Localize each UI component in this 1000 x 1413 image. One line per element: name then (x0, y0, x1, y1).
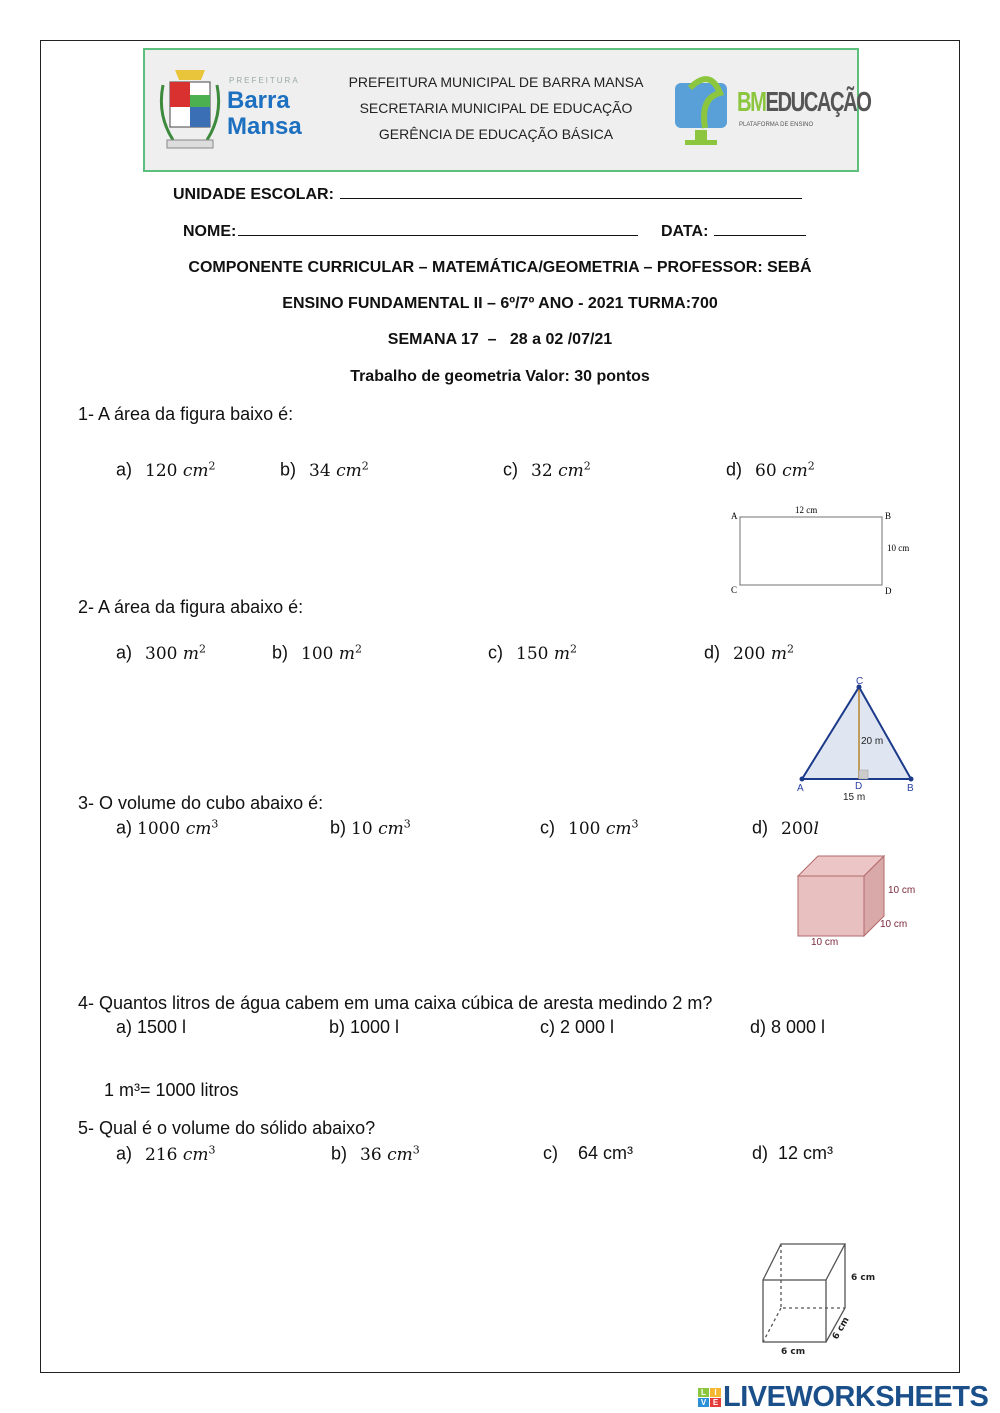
option-text: c) 2 000 l (540, 1017, 615, 1037)
live-badge-icon (698, 1388, 721, 1407)
question-4: 4- Quantos litros de água cabem em uma caixa cúbica de aresta medindo 2 m? (78, 993, 713, 1013)
option-unit: cm (336, 460, 362, 481)
answer-option[interactable] (750, 1017, 825, 1038)
school-field[interactable] (173, 186, 802, 204)
logo-prefeitura-text: PREFEITURA (229, 76, 300, 85)
option-exponent: 2 (355, 642, 363, 655)
width-label: 10 cm (811, 937, 839, 948)
cube-figure (790, 850, 925, 950)
conversion-note: 1 m³= 1000 litros (104, 1080, 239, 1100)
answer-option[interactable] (543, 1143, 633, 1164)
option-unit: m (553, 643, 570, 664)
option-value: 36 (360, 1144, 382, 1165)
header-banner (143, 48, 871, 172)
option-unit: cm (378, 818, 404, 839)
option-unit: cm (387, 1144, 413, 1165)
option-letter: a) (116, 817, 133, 838)
option-unit: cm (558, 460, 584, 481)
option-letter: c) (540, 817, 555, 838)
answer-option[interactable] (704, 642, 794, 664)
school-label: UNIDADE ESCOLAR: (173, 186, 334, 203)
option-unit: m (182, 643, 200, 664)
answer-option[interactable] (116, 1143, 216, 1165)
vertex-a: A (797, 783, 804, 794)
option-value: 60 (755, 460, 777, 481)
option-text: d) 12 cm³ (752, 1143, 834, 1163)
option-unit: cm (782, 460, 808, 481)
option-letter: a) (116, 1143, 133, 1164)
option-letter: d) (752, 817, 769, 838)
question-5: 5- Qual é o volume do sólido abaixo? (78, 1118, 376, 1138)
option-exponent: 2 (787, 642, 795, 655)
logo-barra-mansa (227, 88, 302, 140)
option-value: 10 (351, 818, 373, 839)
date-field[interactable] (661, 223, 806, 241)
answer-option[interactable] (330, 817, 411, 839)
option-exponent: 3 (631, 817, 639, 830)
answer-option[interactable] (116, 1017, 186, 1038)
answer-option[interactable] (726, 459, 815, 481)
option-exponent: 2 (208, 459, 216, 472)
option-value: 120 (145, 460, 178, 481)
option-unit: cm (185, 818, 212, 839)
option-letter: b) (330, 817, 347, 838)
header-line-1: PREFEITURA MUNICIPAL DE BARRA MANSA (348, 74, 644, 90)
option-value: 216 (145, 1144, 178, 1165)
option-unit: m (338, 643, 356, 664)
option-exponent: 2 (570, 642, 577, 655)
option-text: b) 1000 l (329, 1017, 400, 1037)
base-label: 15 m (843, 792, 866, 803)
answer-option[interactable] (331, 1143, 420, 1165)
option-value: 32 (531, 460, 553, 481)
date-label: DATA: (661, 223, 709, 240)
bm-text: BM (737, 86, 766, 117)
option-value: 34 (309, 460, 331, 481)
option-unit: cm (182, 1144, 209, 1165)
rectangle-figure (725, 505, 925, 600)
width-label: 6 cm (781, 1347, 806, 1357)
option-letter: c) (488, 642, 503, 663)
option-value: 1000 (137, 818, 181, 839)
answer-option[interactable] (116, 642, 206, 664)
triangle-figure (790, 672, 925, 804)
badge-l: L (698, 1388, 709, 1397)
answer-option[interactable] (116, 459, 216, 481)
week-info: SEMANA 17 – 28 a 02 /07/21 (387, 331, 613, 348)
option-exponent: 2 (807, 459, 815, 472)
school-level: ENSINO FUNDAMENTAL II – 6º/7º ANO - 2021 TURMA:700 (282, 295, 718, 312)
vertex-a: A (731, 511, 738, 521)
height-label: 20 m (861, 736, 884, 747)
option-unit: cm (605, 818, 632, 839)
option-exponent: 3 (412, 1143, 420, 1156)
badge-v: V (698, 1398, 709, 1407)
vertex-d: D (855, 781, 863, 792)
height-label: 6 cm (851, 1273, 876, 1283)
option-letter: a) (116, 642, 133, 663)
option-exponent: 2 (199, 642, 207, 655)
answer-option[interactable] (540, 817, 639, 839)
question-3: 3- O volume do cubo abaixo é: (78, 793, 324, 813)
answer-option[interactable] (116, 817, 218, 839)
option-letter: d) (704, 642, 721, 663)
width-label: 12 cm (795, 505, 818, 515)
answer-option[interactable] (540, 1017, 614, 1038)
cuboid-figure (745, 1232, 895, 1357)
assignment-title: Trabalho de geometria Valor: 30 pontos (350, 368, 650, 385)
vertex-b: B (907, 783, 914, 794)
option-letter: b) (331, 1143, 348, 1164)
bm-subtitle: PLATAFORMA DE ENSINO (739, 122, 814, 128)
answer-option[interactable] (329, 1017, 399, 1038)
answer-option[interactable] (503, 459, 591, 481)
option-value: 100 (301, 643, 334, 664)
height-label: 10 cm (888, 885, 916, 896)
answer-option[interactable] (488, 642, 577, 664)
name-label: NOME: (183, 223, 237, 240)
badge-i: I (710, 1388, 721, 1397)
depth-label: 6 cm (830, 1315, 852, 1342)
vertex-c: C (856, 676, 864, 687)
liveworksheets-logo (698, 1381, 988, 1413)
option-letter: d) (726, 459, 743, 480)
option-value: 200 (733, 643, 766, 664)
option-exponent: 3 (208, 1143, 216, 1156)
badge-e: E (710, 1398, 721, 1407)
depth-label: 10 cm (880, 919, 908, 930)
option-value: 150 (516, 643, 549, 664)
answer-option[interactable] (272, 642, 362, 664)
bm-educacao-logo-icon (670, 68, 735, 153)
header-line-2: SECRETARIA MUNICIPAL DE EDUCAÇÃO (359, 100, 633, 116)
liveworksheets-brand: LIVEWORKSHEETS (723, 1381, 989, 1413)
option-unit: cm (182, 460, 209, 481)
option-value: 100 (568, 818, 601, 839)
city-coat-of-arms-icon (155, 60, 225, 155)
option-exponent: 2 (361, 459, 369, 472)
header-line-3: GERÊNCIA DE EDUCAÇÃO BÁSICA (378, 126, 614, 142)
option-text: a) 1500 l (116, 1017, 187, 1037)
option-unit: l (813, 818, 819, 839)
name-field[interactable] (183, 223, 638, 241)
option-unit: m (770, 643, 788, 664)
logo-line1: Barra (227, 87, 290, 114)
logo-line2: Mansa (227, 113, 302, 140)
option-letter: c) (503, 459, 518, 480)
educacao-text: EDUCAÇÃO (765, 86, 871, 117)
option-letter: b) (272, 642, 289, 663)
option-value: 200 (781, 818, 814, 839)
option-text: c) 64 cm³ (543, 1143, 634, 1163)
bm-educacao-wordmark (737, 86, 870, 118)
option-exponent: 2 (583, 459, 591, 472)
option-exponent: 3 (211, 817, 219, 830)
curricular-component: COMPONENTE CURRICULAR – MATEMÁTICA/GEOMETRIA – PROFESSOR: SEBÁ (188, 259, 812, 276)
option-letter: b) (280, 459, 297, 480)
question-1: 1- A área da figura baixo é: (78, 404, 294, 424)
question-2: 2- A área da figura abaixo é: (78, 597, 304, 617)
option-letter: a) (116, 459, 133, 480)
option-exponent: 3 (403, 817, 411, 830)
vertex-c: C (731, 585, 738, 595)
answer-option[interactable] (752, 817, 819, 839)
answer-option[interactable] (280, 459, 369, 481)
height-label: 10 cm (887, 543, 910, 553)
vertex-d: D (885, 586, 892, 596)
vertex-b: B (885, 511, 892, 521)
option-text: d) 8 000 l (750, 1017, 826, 1037)
option-value: 300 (145, 643, 178, 664)
answer-option[interactable] (752, 1143, 833, 1164)
